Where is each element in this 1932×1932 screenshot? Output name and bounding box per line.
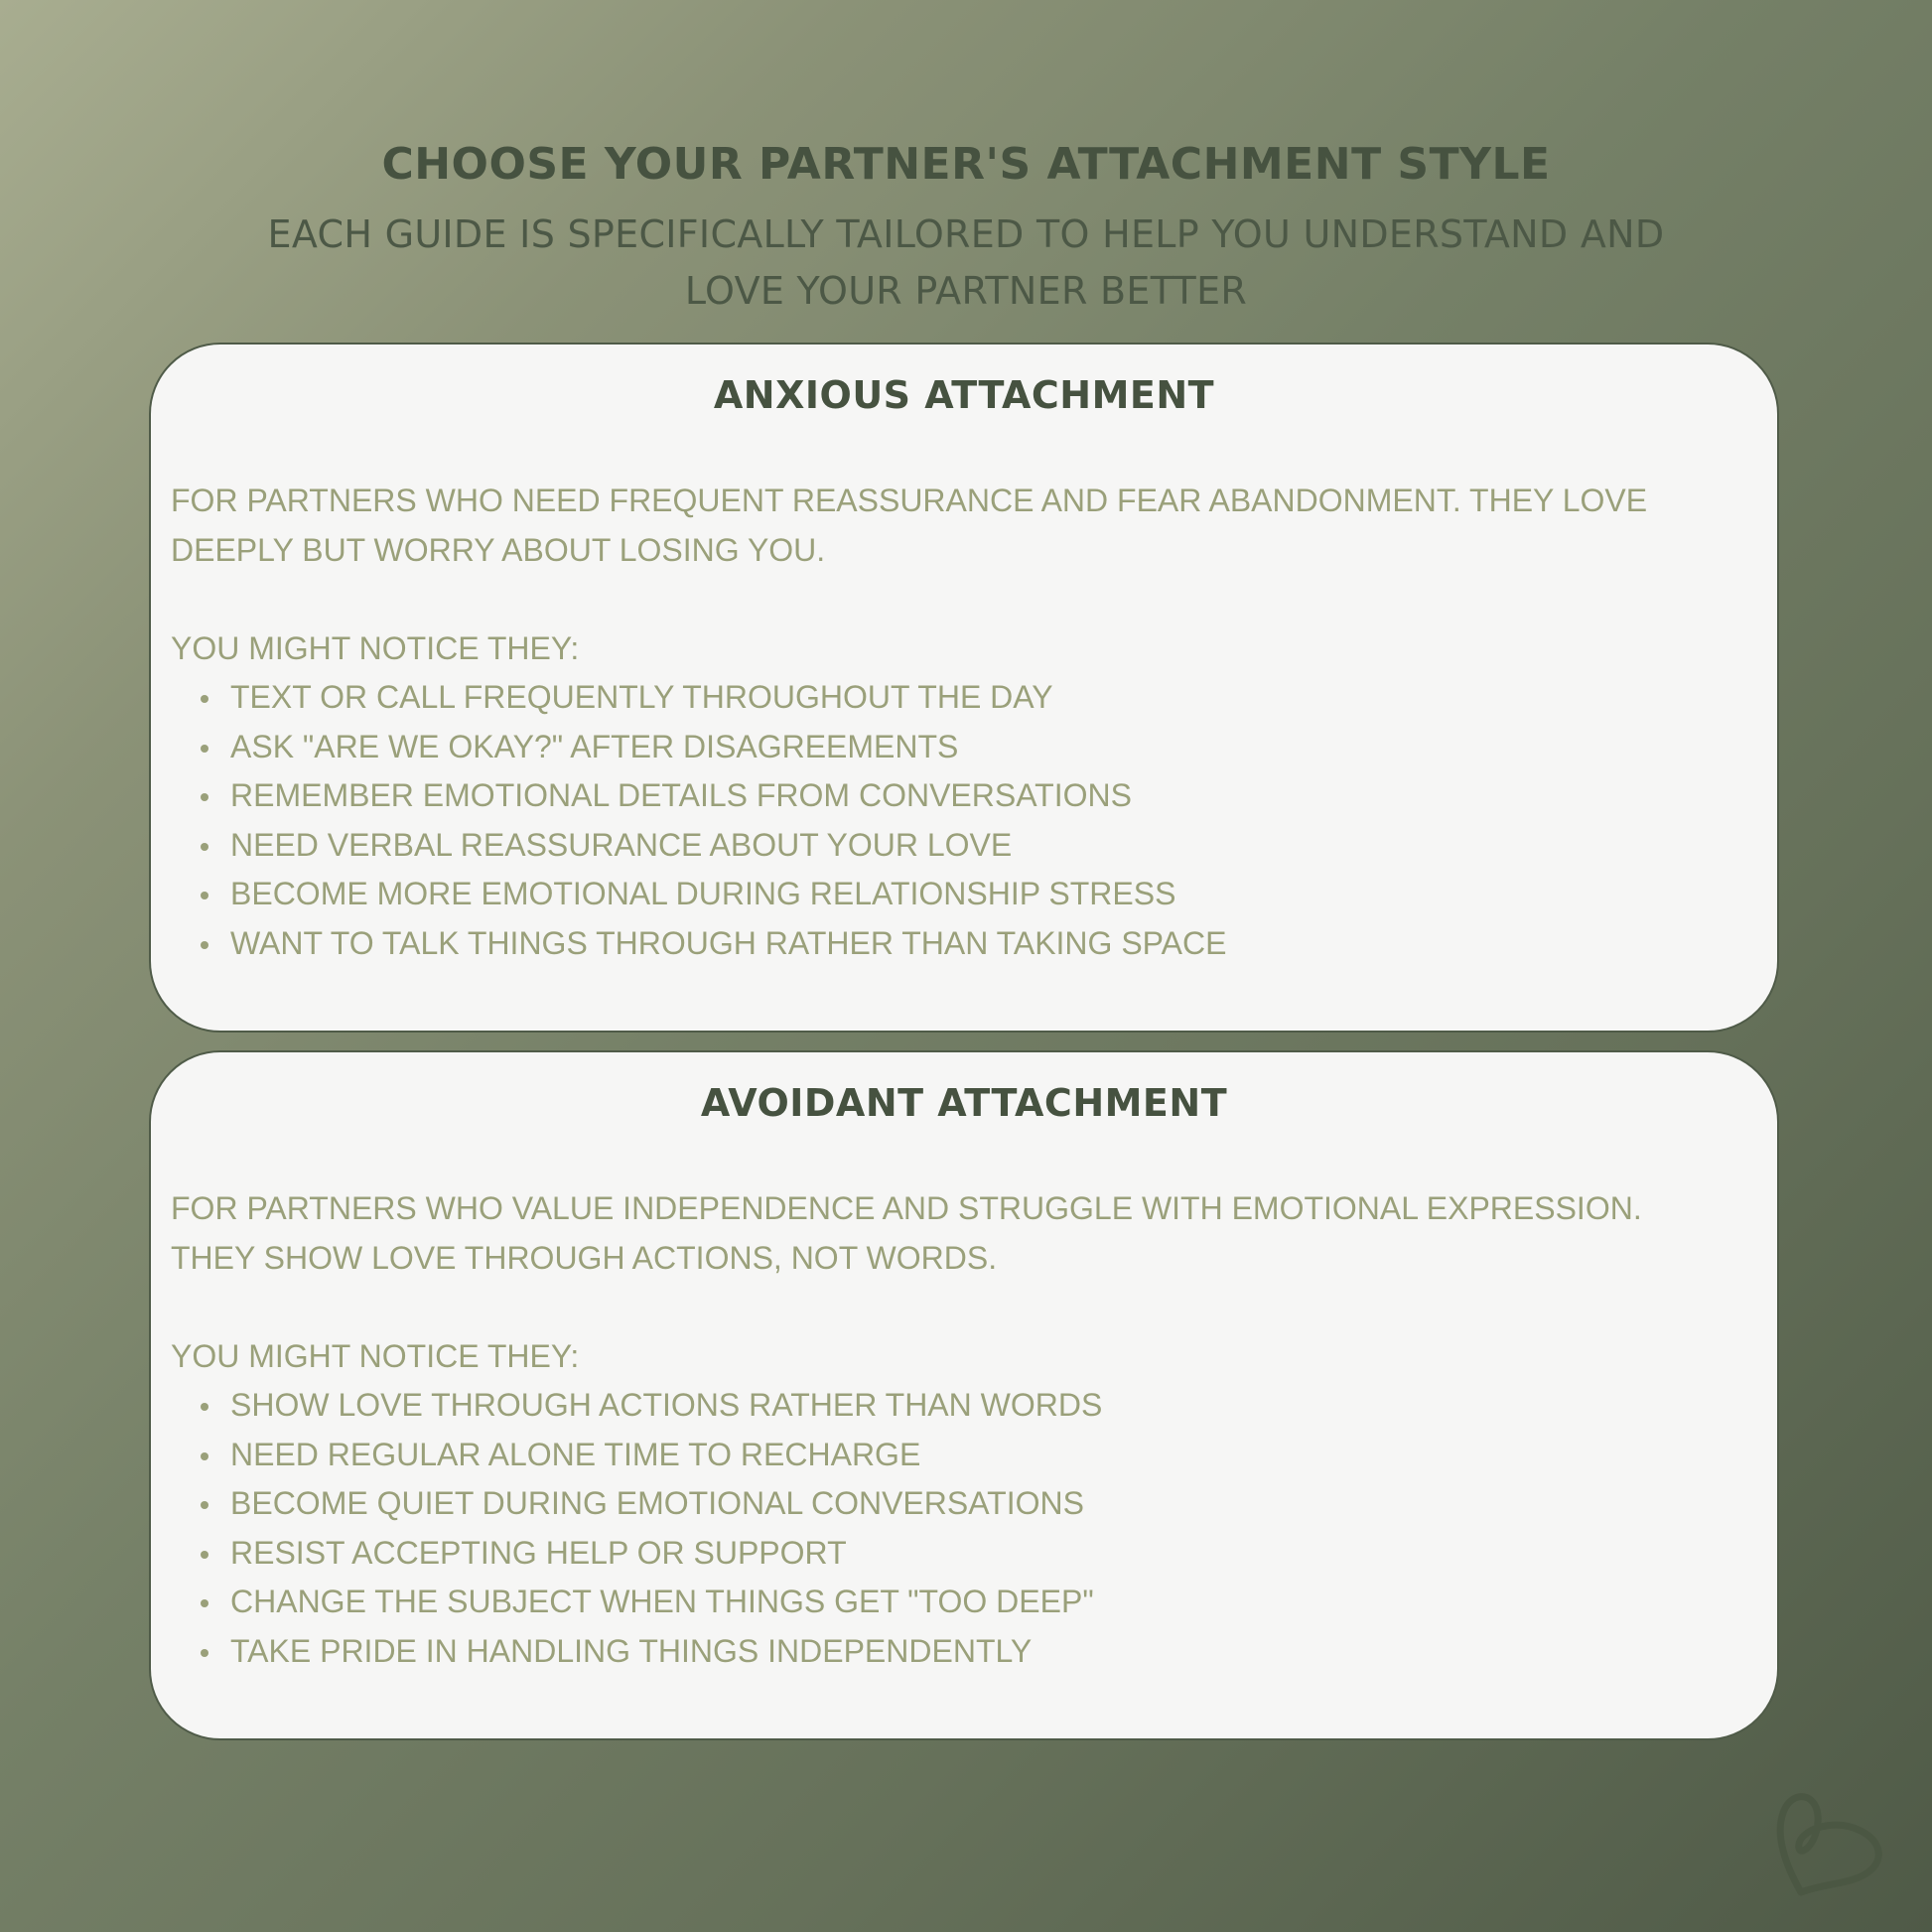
trait-item (171, 1431, 1102, 1480)
bullet-icon (201, 1599, 208, 1607)
bullet-icon (201, 892, 208, 899)
trait-text: BECOME QUIET DURING EMOTIONAL CONVERSATIONS (230, 1485, 1084, 1521)
page-title: CHOOSE YOUR PARTNER'S ATTACHMENT STYLE (381, 139, 1551, 190)
trait-text: ASK "ARE WE OKAY?" AFTER DISAGREEMENTS (230, 728, 959, 764)
trait-item (171, 1381, 1102, 1431)
trait-text: REMEMBER EMOTIONAL DETAILS FROM CONVERSATIONS (230, 777, 1132, 813)
page-subtitle (0, 207, 1932, 320)
trait-text: RESIST ACCEPTING HELP OR SUPPORT (230, 1534, 847, 1571)
trait-item (171, 673, 1226, 723)
card-description (171, 1184, 1718, 1283)
trait-text: WANT TO TALK THINGS THROUGH RATHER THAN TAKING SPACE (230, 924, 1227, 961)
bullet-icon (201, 1403, 208, 1411)
card-title: AVOIDANT ATTACHMENT (700, 1081, 1228, 1125)
trait-item (171, 821, 1226, 871)
bullet-icon (201, 1649, 208, 1657)
bullet-icon (201, 1551, 208, 1559)
trait-item (171, 1529, 1102, 1579)
trait-list (171, 1381, 1102, 1676)
avoidant-attachment-card[interactable] (149, 1050, 1779, 1740)
trait-text: NEED REGULAR ALONE TIME TO RECHARGE (230, 1436, 921, 1472)
trait-item (171, 919, 1226, 969)
heart-logo-icon (1757, 1761, 1896, 1900)
trait-item (171, 771, 1226, 821)
trait-list (171, 673, 1226, 968)
bullet-icon (201, 745, 208, 753)
trait-item (171, 1578, 1102, 1627)
description-line-1: FOR PARTNERS WHO VALUE INDEPENDENCE AND STRUGGLE WITH EMOTIONAL EXPRESSION. (171, 1190, 1642, 1226)
bullet-icon (201, 1452, 208, 1460)
notice-label: YOU MIGHT NOTICE THEY: (171, 630, 580, 666)
trait-text: TEXT OR CALL FREQUENTLY THROUGHOUT THE DAY (230, 679, 1053, 715)
trait-text: CHANGE THE SUBJECT WHEN THINGS GET "TOO DEEP" (230, 1584, 1094, 1619)
bullet-icon (201, 843, 208, 851)
subtitle-line-2: LOVE YOUR PARTNER BETTER (684, 269, 1248, 313)
trait-item (171, 723, 1226, 772)
card-title: ANXIOUS ATTACHMENT (713, 373, 1215, 417)
bullet-icon (201, 1501, 208, 1509)
description-line-2: THEY SHOW LOVE THROUGH ACTIONS, NOT WORDS. (171, 1239, 998, 1276)
trait-text: BECOME MORE EMOTIONAL DURING RELATIONSHIP STRESS (230, 876, 1176, 911)
trait-text: NEED VERBAL REASSURANCE ABOUT YOUR LOVE (230, 826, 1013, 863)
subtitle-line-1: EACH GUIDE IS SPECIFICALLY TAILORED TO HELP YOU UNDERSTAND AND (267, 212, 1665, 256)
trait-item (171, 870, 1226, 919)
bullet-icon (201, 793, 208, 801)
trait-item (171, 1479, 1102, 1529)
trait-text: TAKE PRIDE IN HANDLING THINGS INDEPENDENTLY (230, 1632, 1033, 1669)
notice-label: YOU MIGHT NOTICE THEY: (171, 1338, 580, 1374)
trait-item (171, 1627, 1102, 1677)
description-line-2: DEEPLY BUT WORRY ABOUT LOSING YOU. (171, 531, 826, 568)
anxious-attachment-card[interactable] (149, 343, 1779, 1033)
bullet-icon (201, 695, 208, 703)
bullet-icon (201, 941, 208, 949)
description-line-1: FOR PARTNERS WHO NEED FREQUENT REASSURANCE AND FEAR ABANDONMENT. THEY LOVE (171, 483, 1648, 518)
card-description (171, 477, 1718, 575)
trait-text: SHOW LOVE THROUGH ACTIONS RATHER THAN WORDS (230, 1387, 1103, 1423)
